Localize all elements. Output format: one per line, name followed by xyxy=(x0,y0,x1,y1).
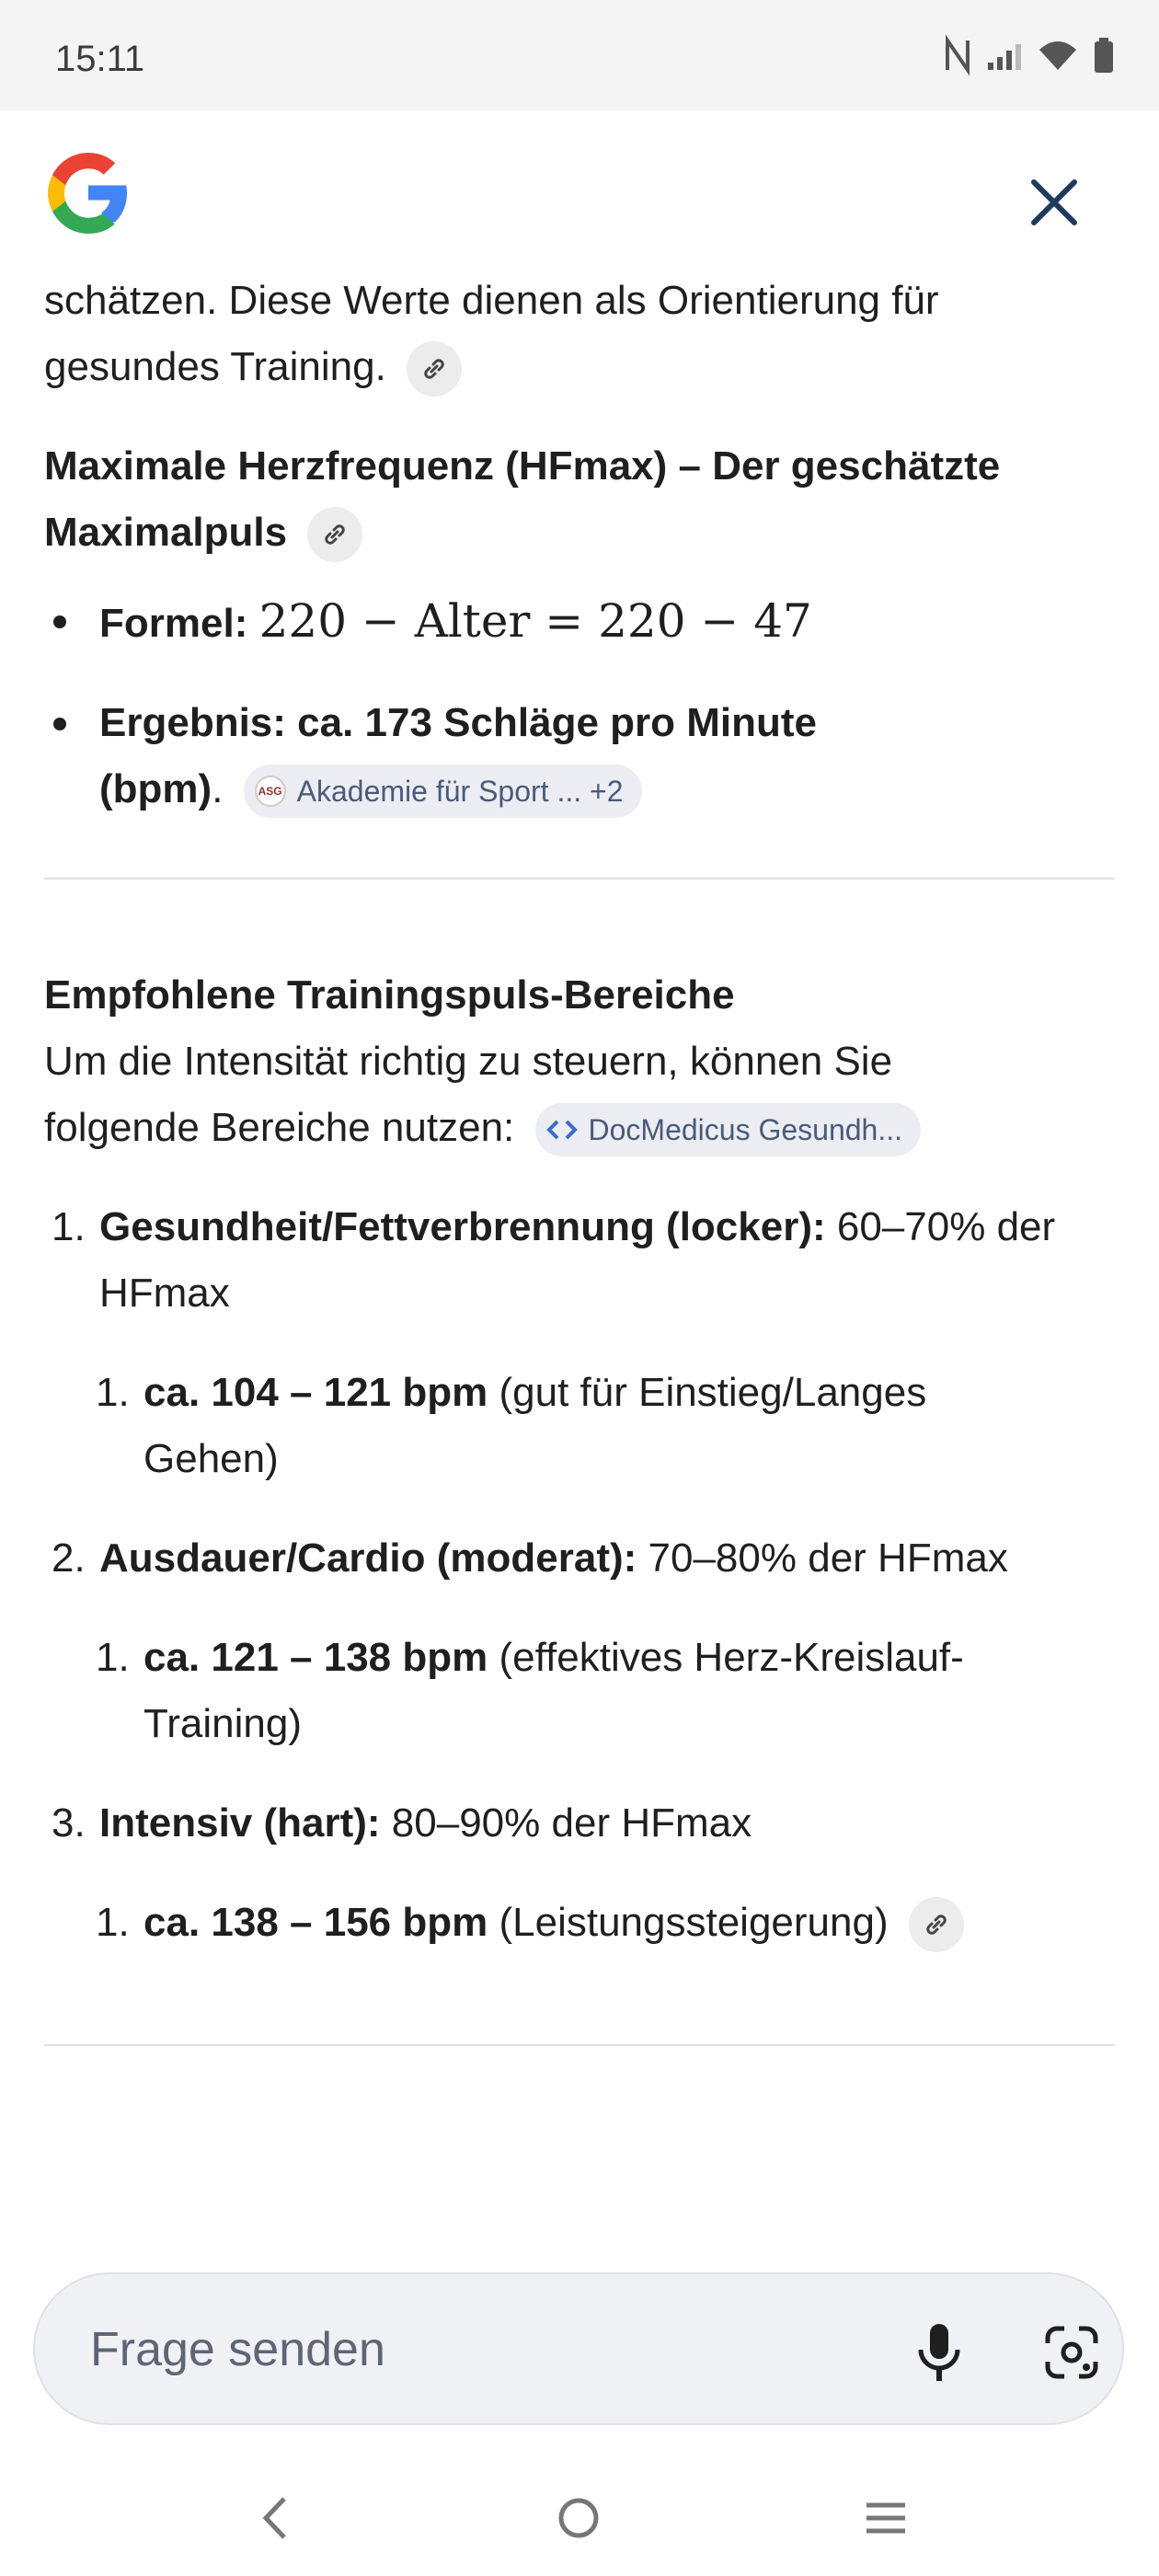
status-time: 15:11 xyxy=(55,39,145,79)
link-chip[interactable] xyxy=(407,341,462,397)
back-button[interactable] xyxy=(243,2486,307,2550)
nfc-icon xyxy=(944,37,971,78)
source-chip[interactable] xyxy=(244,765,642,818)
status-icons xyxy=(944,37,1115,77)
divider xyxy=(44,878,1115,880)
google-lens-button[interactable] xyxy=(1030,2311,1113,2394)
zone-subitem-2: 1. ca. 121 – 138 bpm (effektives Herz-Kreislauf- Training) xyxy=(96,1635,964,1746)
zones-intro: Um die Intensität richtig zu steuern, können Sie folgende Bereiche nutzen: DocMedicus Gesundh... xyxy=(44,1029,1115,1161)
ai-answer-content xyxy=(44,235,1115,2046)
intro-paragraph: schätzen. Diese Werte dienen als Orientierung für gesundes Training. xyxy=(44,268,1115,400)
back-icon xyxy=(257,2495,293,2541)
zone-item-1: 1. Gesundheit/Fettverbrennung (locker): 60–70% der HFmax xyxy=(52,1204,1056,1316)
status-bar xyxy=(0,0,1159,110)
google-lens-icon xyxy=(1044,2325,1099,2380)
ask-input[interactable]: Frage senden xyxy=(90,2323,385,2376)
home-icon xyxy=(556,2495,602,2541)
ask-input-box[interactable] xyxy=(33,2272,1124,2425)
wifi-icon xyxy=(1038,39,1078,76)
recent-apps-button[interactable] xyxy=(854,2486,918,2550)
link-chip[interactable] xyxy=(909,1897,964,1952)
close-button[interactable] xyxy=(1017,166,1091,239)
zone-item-2: 2. Ausdauer/Cardio (moderat): 70–80% der HFmax xyxy=(52,1535,1008,1581)
battery-icon xyxy=(1093,37,1115,78)
home-button[interactable] xyxy=(546,2486,611,2550)
link-icon xyxy=(924,1912,949,1938)
top-bar xyxy=(0,110,1159,276)
source-chip[interactable] xyxy=(535,1103,922,1156)
zones-heading: Empfohlene Trainingspuls-Bereiche xyxy=(44,972,735,1018)
source-logo-icon: ASG xyxy=(255,776,286,807)
system-nav-bar xyxy=(0,2466,1159,2576)
formula: 220 − Alter = 220 − 47 xyxy=(258,594,812,648)
source-chip-label: DocMedicus Gesundh... xyxy=(588,1113,902,1147)
close-icon xyxy=(1028,177,1080,228)
hfmax-list xyxy=(44,588,1115,822)
link-chip[interactable] xyxy=(307,507,362,562)
divider xyxy=(44,2044,1115,2046)
source-chip-label: Akademie für Sport ... +2 xyxy=(296,775,624,809)
zone-subitem-1: 1. ca. 104 – 121 bpm (gut für Einstieg/Langes Gehen) xyxy=(96,1370,927,1481)
mic-button[interactable] xyxy=(898,2311,981,2394)
list-item: Formel: 220 − Alter = 220 − 47 xyxy=(44,588,1115,657)
google-logo-icon xyxy=(44,149,132,237)
hfmax-heading: Maximale Herzfrequenz (HFmax) – Der geschätzte Maximalpuls xyxy=(44,433,1115,566)
list-item: Ergebnis: ca. 173 Schläge pro Minute (bpm). ASG Akademie für Sport ... +2 xyxy=(44,690,1115,822)
recent-apps-icon xyxy=(863,2500,909,2536)
signal-icon xyxy=(986,39,1023,76)
zone-subitem-3: 1. ca. 138 – 156 bpm (Leistungssteigerung) xyxy=(44,1890,1115,1956)
link-icon xyxy=(421,356,447,382)
docmedicus-logo-icon xyxy=(546,1119,578,1141)
zone-item-3: 3. Intensiv (hart): 80–90% der HFmax xyxy=(52,1800,752,1846)
mic-icon xyxy=(916,2322,962,2383)
link-icon xyxy=(322,522,348,547)
